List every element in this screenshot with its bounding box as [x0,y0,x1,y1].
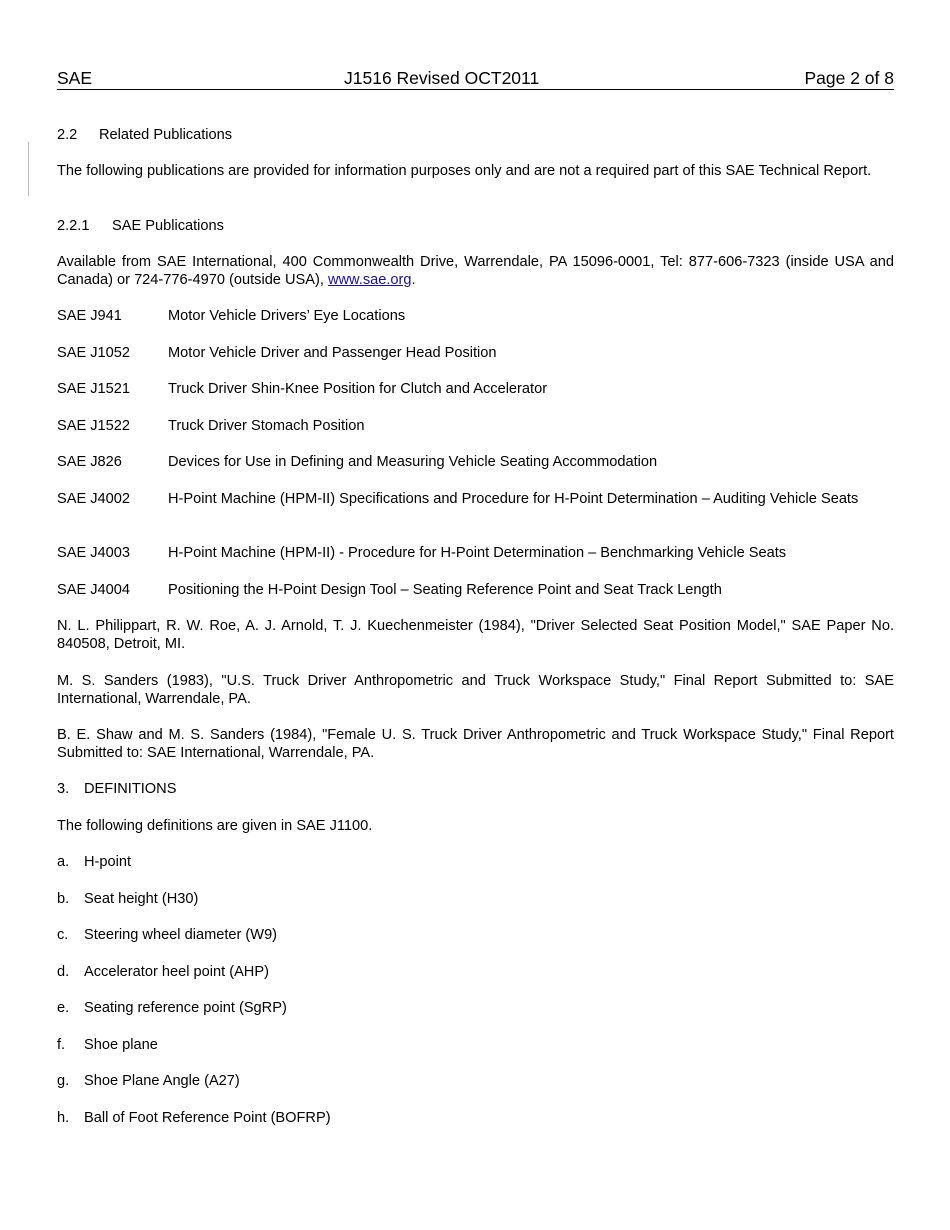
publication-code: SAE J4003 [57,545,131,561]
page-header [57,68,894,90]
reference-item: B. E. Shaw and M. S. Sanders (1984), "Female U. S. Truck Driver Anthropometric and Truck Workspace Study," Final Report Submitted to: SAE International, Warrendale, PA. [57,727,894,761]
definition-letter: d. [57,964,70,980]
publication-item [57,453,894,471]
sae-website-link[interactable]: www.sae.org [327,272,412,288]
publication-title: H-Point Machine (HPM-II) Specifications and Procedure for H-Point Determination – Auditing Vehicle Seats [168,491,859,507]
publication-item [57,490,894,526]
definition-item [57,963,894,981]
definition-item [57,999,894,1017]
definition-letter: h. [57,1110,70,1126]
publication-code: SAE J1521 [57,381,131,397]
publication-title: Truck Driver Shin-Knee Position for Clutch and Accelerator [168,381,548,397]
section-number: 3. [57,781,70,797]
publication-code: SAE J4002 [57,491,131,507]
publication-title: Positioning the H-Point Design Tool – Seating Reference Point and Seat Track Length [168,582,722,598]
definition-text: Seat height (H30) [84,891,199,907]
definition-text: Accelerator heel point (AHP) [84,964,269,980]
publication-title: Motor Vehicle Driver and Passenger Head Position [168,345,497,361]
publication-code: SAE J1522 [57,418,131,434]
availability-end: . [411,272,416,288]
publication-item [57,344,894,362]
definition-text: Steering wheel diameter (W9) [84,927,278,943]
definition-item [57,1072,894,1090]
reference-item: N. L. Philippart, R. W. Roe, A. J. Arnold, T. J. Kuechenmeister (1984), "Driver Selected Seat Position Model," SAE Paper No. 840508, Detroit, MI. [57,618,894,652]
definition-item [57,926,894,944]
intro-paragraph: The following publications are provided for information purposes only and are not a required part of this SAE Technical Report. [57,163,872,179]
definition-text: Shoe plane [84,1037,158,1053]
definition-item [57,1036,894,1054]
availability-text: Available from SAE International, 400 Commonwealth Drive, Warrendale, PA 15096-0001, Tel: 877-606-7323 (inside USA and Canada) or 724-776-4970 (outside USA), [57,254,894,288]
definition-letter: f. [57,1037,66,1053]
definition-item [57,1109,894,1127]
publication-title: Motor Vehicle Drivers’ Eye Locations [168,308,406,324]
publication-title: Truck Driver Stomach Position [168,418,365,434]
publication-title: H-Point Machine (HPM-II) - Procedure for H-Point Determination – Benchmarking Vehicle Seats [168,545,787,561]
publication-item [57,307,894,325]
section-2-2-1-heading [57,217,894,235]
definition-text: H-point [84,854,132,870]
section-title: DEFINITIONS [84,781,177,797]
definition-text: Shoe Plane Angle (A27) [84,1073,240,1089]
definition-item [57,853,894,871]
header-page-number: Page 2 of 8 [804,68,894,88]
availability-paragraph [57,253,894,289]
publication-code: SAE J826 [57,454,122,470]
publication-item [57,581,894,599]
publication-code: SAE J941 [57,308,122,324]
section-number: 2.2.1 [57,218,90,234]
publication-item [57,380,894,398]
definition-letter: c. [57,927,69,943]
definition-letter: b. [57,891,70,907]
reference-item: M. S. Sanders (1983), "U.S. Truck Driver Anthropometric and Truck Workspace Study," Final Report Submitted to: SAE International, Warrendale, PA. [57,673,894,707]
section-3-heading [57,780,894,798]
section-2-2-heading [57,126,894,144]
definition-text: Ball of Foot Reference Point (BOFRP) [84,1110,331,1126]
section-title: SAE Publications [112,218,224,234]
publication-title: Devices for Use in Defining and Measuring Vehicle Seating Accommodation [168,454,658,470]
definition-letter: e. [57,1000,70,1016]
revision-change-bar [28,142,29,196]
section-number: 2.2 [57,127,78,143]
definition-text: Seating reference point (SgRP) [84,1000,287,1016]
definitions-intro: The following definitions are given in SAE J1100. [57,818,373,834]
definition-letter: g. [57,1073,70,1089]
section-title: Related Publications [99,127,233,143]
publication-item [57,544,894,562]
definition-letter: a. [57,854,70,870]
header-org: SAE [57,68,93,88]
definition-item [57,890,894,908]
publication-code: SAE J4004 [57,582,131,598]
header-doc-id: J1516 Revised OCT2011 [344,68,540,88]
publication-item [57,417,894,435]
publication-code: SAE J1052 [57,345,131,361]
